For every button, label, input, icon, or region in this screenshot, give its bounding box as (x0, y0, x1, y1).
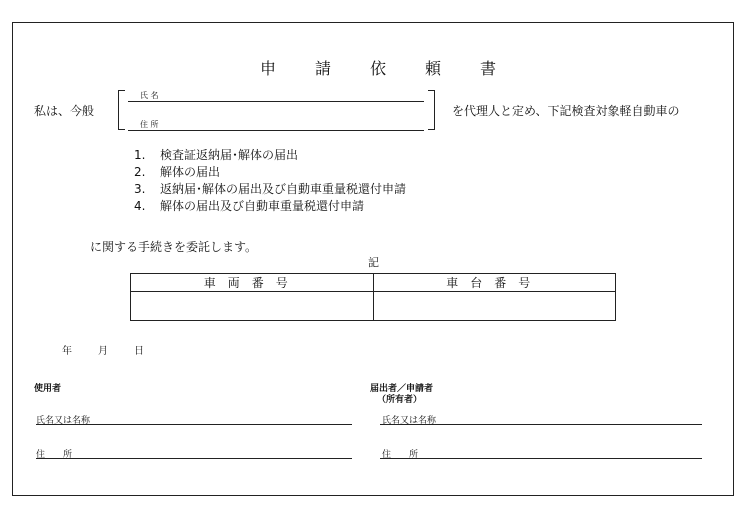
applicant-subheading: （所有者） (377, 395, 423, 405)
list-item: 2. 解体の届出 (134, 165, 221, 179)
document-title: 申 請 依 頼 書 (260, 59, 497, 78)
user-heading: 使用者 (34, 384, 62, 394)
user-address-line[interactable] (36, 458, 352, 459)
list-item: 3. 返納届･解体の届出及び自動車重量税還付申請 (134, 182, 407, 196)
table-header-row (131, 274, 616, 292)
chassis-number-cell[interactable] (373, 292, 616, 321)
user-name-line[interactable] (36, 424, 352, 425)
applicant-heading: 届出者／申請者 (370, 384, 434, 394)
agent-address-label: 住 所 (140, 120, 159, 129)
intro-suffix: を代理人と定め、下記検査対象軽自動車の (452, 104, 680, 118)
agent-name-label: 氏 名 (140, 91, 159, 100)
vehicle-number-header: 車両番号 (131, 274, 374, 292)
right-bracket (428, 90, 435, 130)
applicant-name-line[interactable] (380, 424, 702, 425)
intro-prefix: 私は、今般 (34, 104, 95, 118)
left-bracket (118, 90, 125, 130)
agent-name-line[interactable] (128, 101, 424, 102)
procedure-list (134, 147, 406, 215)
table-row (131, 292, 616, 321)
date-row: 年 月 日 (62, 346, 144, 357)
list-item: 4. 解体の届出及び自動車重量税還付申請 (134, 199, 365, 213)
applicant-name-label: 氏名又は名称 (382, 416, 437, 426)
agent-address-line[interactable] (128, 130, 424, 131)
applicant-address-line[interactable] (380, 458, 702, 459)
user-name-label: 氏名又は名称 (36, 416, 91, 426)
delegation-text: に関する手続きを委託します。 (90, 240, 258, 254)
vehicle-table (130, 273, 616, 321)
applicant-address-label: 住 所 (382, 450, 419, 460)
user-address-label: 住 所 (36, 450, 73, 460)
chassis-number-header: 車台番号 (373, 274, 616, 292)
vehicle-number-cell[interactable] (131, 292, 374, 321)
list-item: 1. 検査証返納届･解体の届出 (134, 148, 299, 162)
ki-marker: 記 (368, 256, 379, 269)
